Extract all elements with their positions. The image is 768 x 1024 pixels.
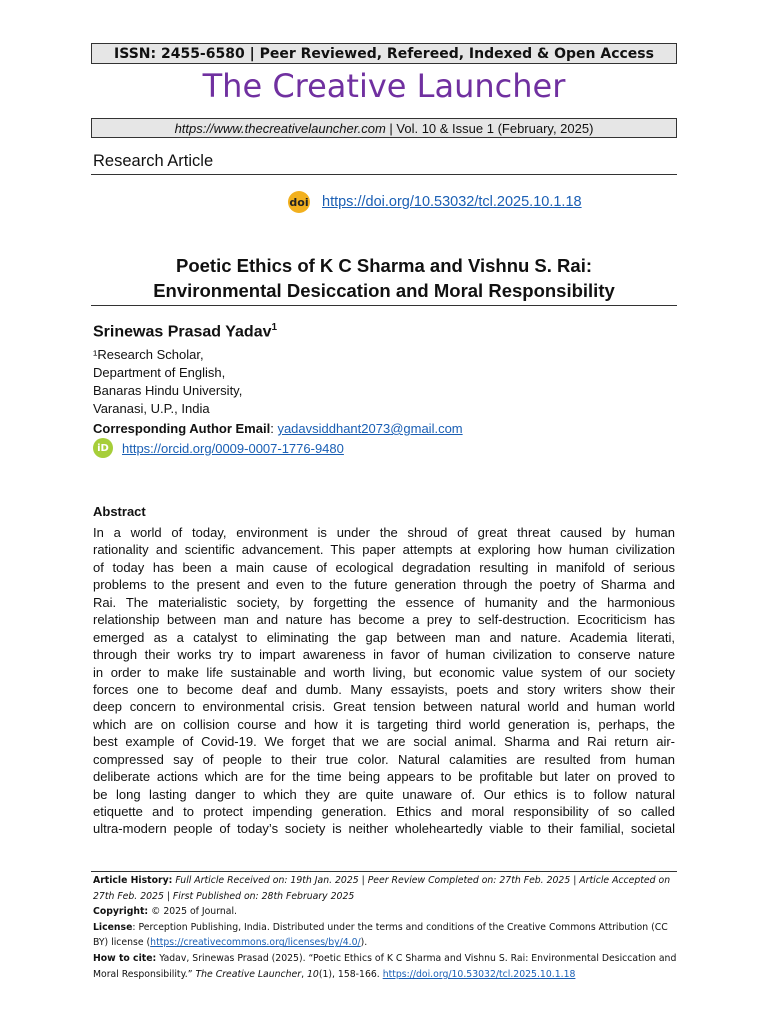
corresponding-email: Corresponding Author Email: yadavsiddhant2073@gmail.com (93, 421, 463, 436)
affiliation-line: Department of English, (93, 365, 226, 380)
journal-name: The Creative Launcher (202, 67, 566, 105)
title-line-1: Poetic Ethics of K C Sharma and Vishnu S. Rai: (176, 255, 592, 276)
abstract-line: which are on collision course and how it is targeting third world generation is, perhaps, the (93, 716, 675, 732)
license: License: Perception Publishing, India. Distributed under the terms and conditions of the Creative Commons Attribution (CC (93, 921, 668, 933)
abstract-line: best example of Covid-19. We forget that we are social animal. Sharma and Rai return air- (93, 734, 675, 750)
how-to-cite-cont: Moral Responsibility.” The Creative Launcher, 10(1), 158-166. https://doi.org/10.53032/tcl.2025.10.1.18 (93, 968, 576, 980)
copyright: Copyright: © 2025 of Journal. (93, 906, 237, 918)
abstract-line: etiquette and to protect impending generation. Ethics and moral responsibility of so called (93, 804, 675, 819)
article-footer (93, 873, 677, 982)
abstract-line: deliberate actions which are for the time being appears to be profitable but later on proved to (93, 769, 675, 785)
abstract-line: ultra-modern people of today’s society is neither wholeheartedly viable to their familial, societal (93, 821, 675, 837)
divider (91, 305, 677, 306)
journal-url[interactable]: https://www.thecreativelauncher.com (174, 121, 386, 136)
article-type: Research Article (93, 152, 214, 170)
abstract-heading: Abstract (93, 504, 146, 519)
abstract-line: in order to make life sustainable and worth living, but economic value system of our society (93, 664, 675, 680)
issue-info: | Vol. 10 & Issue 1 (February, 2025) (385, 121, 594, 136)
affiliation-line: Banaras Hindu University, (93, 383, 243, 398)
abstract-line: be long lasting danger to which they are quite unaware of. Our ethics is to follow natural (93, 786, 675, 802)
article-history: Article History: Full Article Received on: 19th Jan. 2025 | Peer Review Completed on: 27th Feb. 2025 | Article Accepted on (93, 875, 671, 886)
doi-icon: doi (288, 191, 310, 213)
abstract-text (93, 524, 675, 838)
abstract-line: of today has been a main cause of ecological degradation resulting in manifold of serious (93, 559, 675, 575)
footer-divider (91, 871, 677, 872)
abstract-line: emerged as a catalyst to eliminating the gap between man and nature. Academia literati, (93, 629, 675, 645)
abstract-line: Rai. The materialistic society, by forgetting the essence of humanity and the harmonious (93, 594, 675, 610)
article-history-cont: 27th Feb. 2025 | First Published on: 28th February 2025 (93, 890, 355, 902)
abstract-line: deep concern to environmental crisis. Great tension between natural world and human world (93, 699, 675, 715)
article-title (91, 253, 677, 303)
abstract-line: rationality and scientific advancement. This paper attempts at exploring how human civilization (93, 542, 675, 558)
email-link[interactable]: yadavsiddhant2073@gmail.com (277, 421, 463, 436)
orcid-link[interactable]: https://orcid.org/0009-0007-1776-9480 (122, 440, 344, 456)
orcid-icon: iD (93, 438, 113, 458)
affiliation-line: ¹Research Scholar, (93, 347, 204, 362)
abstract-line: problems to the present and even to the future generation through the poetry of Sharma and (93, 577, 675, 593)
affiliation-line: Varanasi, U.P., India (93, 401, 210, 416)
abstract-line: forces one to become deaf and dumb. Many essayists, poets and story writers show their (93, 681, 675, 697)
abstract-line: relationship between man and nature has become a prey to self-destruction. Ecocriticism has (93, 612, 675, 628)
doi-link[interactable]: https://doi.org/10.53032/tcl.2025.10.1.18 (322, 194, 582, 210)
divider (91, 174, 677, 175)
doi-row (288, 191, 582, 213)
cite-doi-link[interactable]: https://doi.org/10.53032/tcl.2025.10.1.18 (382, 968, 576, 980)
issn-banner: ISSN: 2455-6580 | Peer Reviewed, Refereed, Indexed & Open Access (91, 43, 677, 64)
title-line-2: Environmental Desiccation and Moral Responsibility (153, 280, 615, 301)
author-name: Srinewas Prasad Yadav$^1$ (93, 322, 278, 341)
abstract-line: through their works try to impart awareness in favor of human civilization to conserve nature (93, 647, 675, 663)
license-link[interactable]: https://creativecommons.org/licenses/by/4.0/ (150, 937, 361, 949)
orcid-row (93, 438, 344, 458)
abstract-line: compressed say of people to their true color. Natural calamities are resulted from human (93, 751, 675, 767)
license-cont: BY) license (https://creativecommons.org/licenses/by/4.0/). (93, 937, 368, 949)
how-to-cite: How to cite: Yadav, Srinewas Prasad (2025). “Poetic Ethics of K C Sharma and Vishnu S. Rai: Environmental Desiccation and (93, 952, 677, 964)
journal-url-bar (91, 118, 677, 138)
abstract-line: In a world of today, environment is under the shroud of great threat caused by human (93, 525, 675, 540)
